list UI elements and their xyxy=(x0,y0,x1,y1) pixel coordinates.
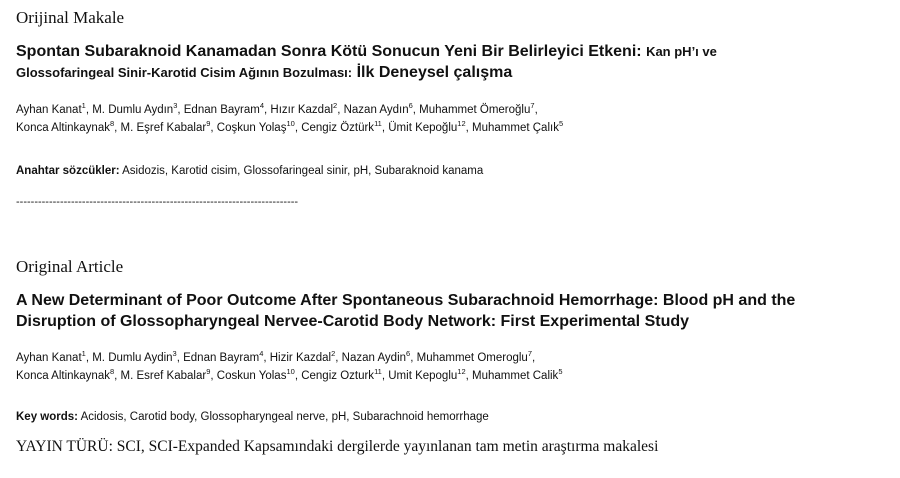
publication-type: YAYIN TÜRÜ: SCI, SCI-Expanded Kapsamındaki dergilerde yayınlanan tam metin araştırma makalesi xyxy=(16,438,659,455)
author-line: Konca Altinkaynak$^8$, M. Esref Kabalar$^9$, Coskun Yolas$^{10}$, Cengiz Ozturk$^{11}$, Umit Kepoglu$^{12}$, Muhammet Calik$^5$ xyxy=(16,367,563,382)
author: Konca Altinkaynak$^8$ xyxy=(16,367,115,382)
keywords-english xyxy=(16,411,489,423)
section-label-english: Original Article xyxy=(16,257,124,276)
author: Ednan Bayram$^4$ xyxy=(183,101,264,116)
author: Konca Altinkaynak$^8$ xyxy=(16,119,115,134)
author-list-english xyxy=(16,349,562,385)
author: Muhammet Ömeroğlu$^7$ xyxy=(419,101,535,116)
keywords-turkish xyxy=(16,165,483,177)
author-list-turkish xyxy=(16,101,563,137)
author: M. Dumlu Aydin$^3$ xyxy=(92,349,177,364)
keywords-text: Acidosis, Carotid body, Glossopharyngeal nerve, pH, Subarachnoid hemorrhage xyxy=(80,411,489,423)
author: M. Eşref Kabalar$^9$ xyxy=(120,119,211,134)
author: Cengiz Öztürk$^{11}$ xyxy=(301,119,382,134)
author: Ayhan Kanat$^1$ xyxy=(16,349,86,364)
author: Muhammet Çalık$^5$ xyxy=(472,119,564,134)
title-turkish-line2-sub: Glossofaringeal Sinir-Karotid Cisim Ağının Bozulması: xyxy=(16,65,353,80)
title-turkish-line2-main: İlk Deneysel çalışma xyxy=(356,64,513,81)
author: M. Dumlu Aydın$^3$ xyxy=(92,101,178,116)
author: Coşkun Yolaş$^{10}$ xyxy=(216,119,295,134)
keywords-text: Asidozis, Karotid cisim, Glossofaringeal sinir, pH, Subaraknoid kanama xyxy=(122,165,484,177)
author: Ayhan Kanat$^1$ xyxy=(16,101,86,116)
section-divider: ----------------------------------------------------------------------------- xyxy=(16,196,299,208)
author-line: Ayhan Kanat$^1$, M. Dumlu Aydin$^3$, Ednan Bayram$^4$, Hizir Kazdal$^2$, Nazan Aydin$^6$, Muhammet Omeroglu$^7$, xyxy=(16,349,536,364)
author: Coskun Yolas$^{10}$ xyxy=(216,367,295,382)
section-label-turkish: Orijinal Makale xyxy=(16,8,125,27)
author: Hızır Kazdal$^2$ xyxy=(270,101,338,116)
keywords-label: Anahtar sözcükler: xyxy=(16,165,120,177)
author: Ümit Kepoğlu$^{12}$ xyxy=(388,119,466,134)
author: Nazan Aydin$^6$ xyxy=(341,349,411,364)
author: Cengiz Ozturk$^{11}$ xyxy=(301,367,382,382)
article-title-turkish xyxy=(16,41,896,83)
author-line: Konca Altinkaynak$^8$, M. Eşref Kabalar$^9$, Coşkun Yolaş$^{10}$, Cengiz Öztürk$^{11}$, Ümit Kepoğlu$^{12}$, Muhammet Çalık$^5$ xyxy=(16,119,564,134)
title-turkish-main: Spontan Subaraknoid Kanamadan Sonra Kötü Sonucun Yeni Bir Belirleyici Etkeni: xyxy=(16,43,642,60)
title-turkish-sub1: Kan pH’ı ve xyxy=(646,44,717,59)
author: M. Esref Kabalar$^9$ xyxy=(120,367,211,382)
title-english-line1: A New Determinant of Poor Outcome After Spontaneous Subarachnoid Hemorrhage: Blood pH and the xyxy=(16,292,796,309)
author: Umit Kepoglu$^{12}$ xyxy=(388,367,466,382)
keywords-label: Key words: xyxy=(16,411,78,423)
author: Nazan Aydın$^6$ xyxy=(343,101,413,116)
author: Muhammet Omeroglu$^7$ xyxy=(416,349,532,364)
article-title-english xyxy=(16,290,896,332)
author-line: Ayhan Kanat$^1$, M. Dumlu Aydın$^3$, Ednan Bayram$^4$, Hızır Kazdal$^2$, Nazan Aydın$^6$, Muhammet Ömeroğlu$^7$, xyxy=(16,101,538,116)
author: Hizir Kazdal$^2$ xyxy=(269,349,336,364)
title-english-line2: Disruption of Glossopharyngeal Nervee-Carotid Body Network: First Experimental Study xyxy=(16,313,690,330)
author: Muhammet Calik$^5$ xyxy=(472,367,563,382)
author: Ednan Bayram$^4$ xyxy=(183,349,264,364)
